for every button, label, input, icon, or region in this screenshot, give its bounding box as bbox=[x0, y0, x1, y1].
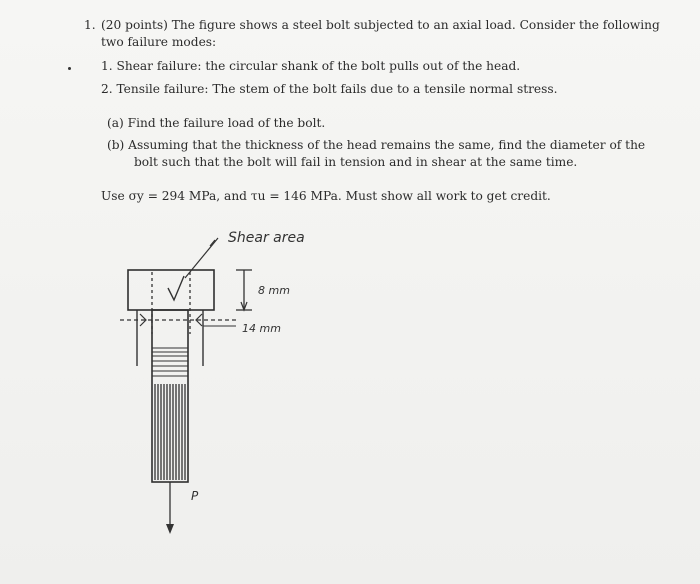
shear-area-leader bbox=[185, 238, 218, 278]
part-b-line-1: (b) Assuming that the thickness of the head remains the same, find the diameter of the bbox=[107, 138, 646, 152]
failure-mode-2: 2. Tensile failure: The stem of the bolt fails due to a tensile normal stress. bbox=[101, 82, 558, 96]
bolt-threads bbox=[152, 348, 188, 376]
problem-statement-line-1: (20 points) The figure shows a steel bolt subjected to an axial load. Consider the following bbox=[101, 18, 660, 32]
problem-statement-line-2: two failure modes: bbox=[101, 35, 217, 49]
problem-number: 1. bbox=[84, 18, 96, 32]
diameter-label: 14 mm bbox=[242, 322, 281, 335]
failure-mode-1: 1. Shear failure: the circular shank of the bolt pulls out of the head. bbox=[101, 59, 521, 73]
given-values: Use σy = 294 MPa, and τu = 146 MPa. Must show all work to get credit. bbox=[101, 189, 551, 203]
shear-pointer-mark bbox=[168, 276, 184, 300]
bolt-head bbox=[128, 270, 214, 310]
load-label: P bbox=[191, 489, 199, 503]
part-b-line-2: bolt such that the bolt will fail in tension and in shear at the same time. bbox=[134, 155, 578, 169]
thickness-label: 8 mm bbox=[258, 284, 290, 297]
part-a: (a) Find the failure load of the bolt. bbox=[107, 116, 326, 130]
shear-area-label: Shear area bbox=[228, 230, 305, 246]
load-arrow bbox=[166, 524, 174, 534]
bolt-thread-hatch bbox=[155, 384, 185, 480]
